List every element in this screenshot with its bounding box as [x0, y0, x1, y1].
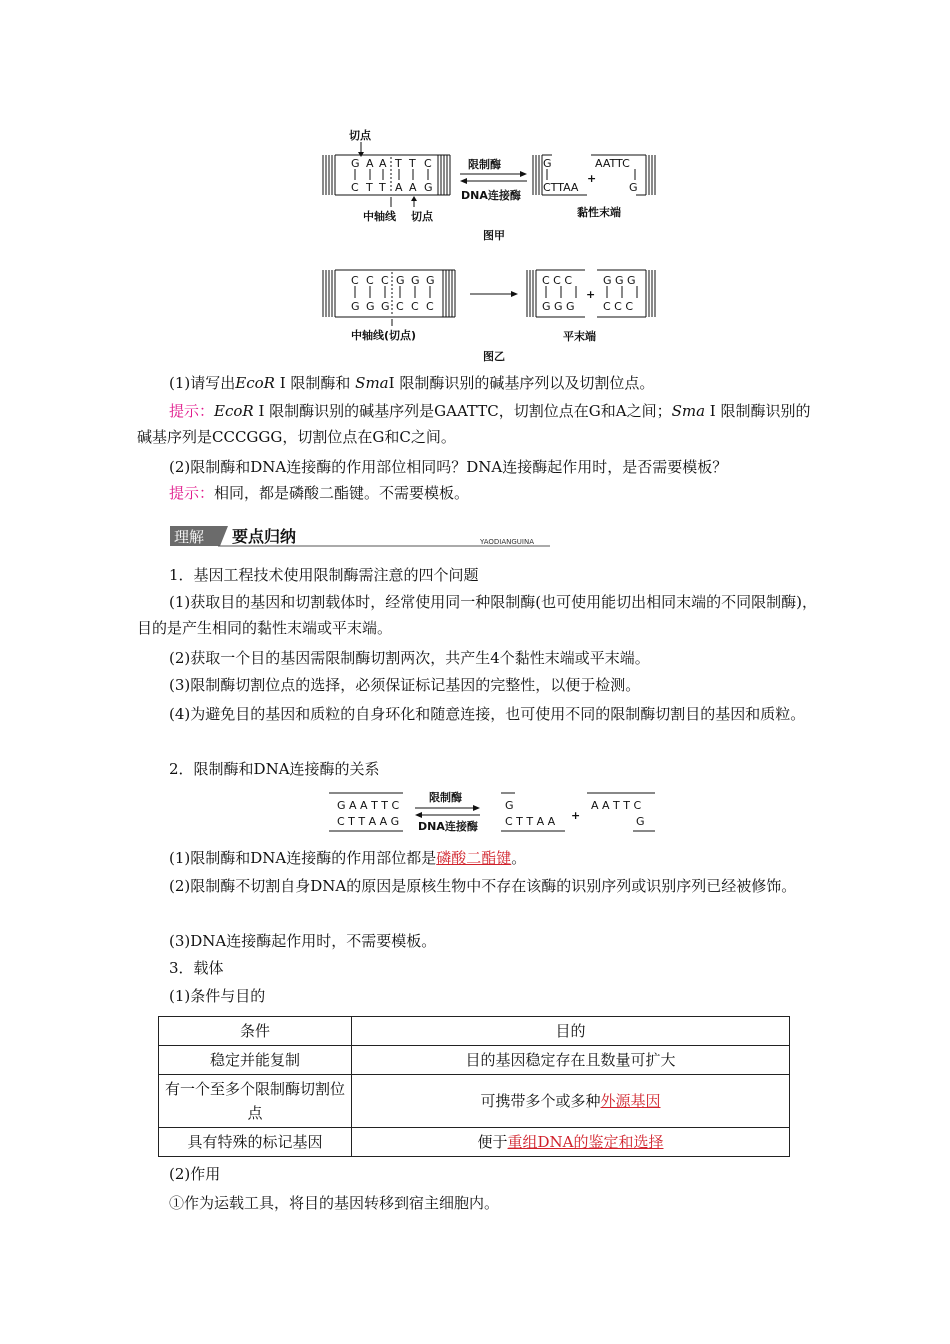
s3-title: 3．载体 [169, 959, 224, 977]
table-cell: 可携带多个或多种外源基因 [352, 1075, 790, 1128]
base: G [411, 274, 420, 287]
base: C [424, 157, 432, 170]
right-top-end: AATTC [595, 157, 630, 170]
table-row [159, 1128, 790, 1157]
table-cell: 稳定并能复制 [159, 1046, 352, 1075]
section-tag: 理解 [174, 528, 205, 546]
cut-point-label-top: 切点 [349, 129, 371, 142]
figure-caption: 图甲 [483, 229, 505, 242]
base: A [379, 157, 387, 170]
base: C [351, 274, 359, 287]
base: T [395, 157, 402, 170]
section-pinyin: YAODIANGUINA [480, 538, 535, 546]
base: C [381, 274, 389, 287]
right-bottom-end: G [629, 181, 638, 194]
top-sequence [351, 274, 435, 287]
s1-item: (3)限制酶切割位点的选择，必须保证标记基因的完整性，以便于检测。 [169, 676, 641, 694]
hint-label: 提示： [169, 402, 215, 420]
s2-item-1: (1)限制酶和DNA连接酶的作用部位都是磷酸二酯键。 [169, 849, 527, 867]
base: G [426, 274, 435, 287]
figure-jia [315, 125, 675, 245]
base: C [351, 181, 359, 194]
cut-label-bottom: 切点 [411, 210, 433, 223]
table-header: 目的 [352, 1017, 790, 1046]
table-cell: 目的基因稳定存在且数量可扩大 [352, 1046, 790, 1075]
forward-label: 限制酶 [429, 791, 462, 804]
base: A [409, 181, 417, 194]
s2-item-3: (3)DNA连接酶起作用时，不需要模板。 [169, 932, 437, 950]
base: C [366, 274, 374, 287]
base: A [366, 157, 374, 170]
section-title: 要点归纳 [232, 527, 297, 546]
answer-1: 提示：EcoR Ⅰ 限制酶识别的碱基序列是GAATTC，切割位点在G和A之间；Sma Ⅰ 限制酶识别的碱基序列是CCCGGG，切割位点在G和C之间。 [137, 402, 811, 446]
s1-item: (1)获取目的基因和切割载体时，经常使用同一种限制酶(也可使用能切出相同末端的不同限制酶)，目的是产生相同的黏性末端或平末端。 [137, 593, 817, 637]
arrow-forward-label: 限制酶 [468, 158, 501, 171]
axis-cut-label: 中轴线(切点) [351, 329, 417, 342]
right-top: A A T T C [591, 799, 642, 812]
left-bottom-end: G G G [542, 300, 575, 313]
base: G [396, 274, 405, 287]
s2-title: 2．限制酶和DNA连接酶的关系 [169, 760, 380, 778]
right-bottom: G [636, 815, 645, 828]
question-2: (2)限制酶和DNA连接酶的作用部位相同吗？DNA连接酶起作用时，是否需要模板？ [169, 458, 728, 476]
left-top-end: C C C [542, 274, 573, 287]
base: C [396, 300, 404, 313]
table-cell: 有一个至多个限制酶切割位点 [159, 1075, 352, 1128]
base: C [411, 300, 419, 313]
base: G [366, 300, 375, 313]
table-cell: 便于重组DNA的鉴定和选择 [352, 1128, 790, 1157]
section-header [170, 524, 550, 548]
table-header-row [159, 1017, 790, 1046]
base: C [426, 300, 434, 313]
base: T [366, 181, 373, 194]
table-header: 条件 [159, 1017, 352, 1046]
left-bottom: C T T A A [505, 815, 556, 828]
table-cell: 具有特殊的标记基因 [159, 1128, 352, 1157]
table-row [159, 1046, 790, 1075]
base: G [351, 300, 360, 313]
s1-item: (2)获取一个目的基因需限制酶切割两次，共产生4个黏性末端或平末端。 [169, 649, 650, 667]
base: T [409, 157, 416, 170]
figure-yi [315, 262, 675, 367]
plus-sign: + [571, 809, 581, 822]
answer-2: 提示：相同，都是磷酸二酯键。不需要模板。 [169, 484, 470, 502]
base: G [381, 300, 390, 313]
arrow-back-label: DNA连接酶 [461, 189, 521, 202]
s1-item: (4)为避免目的基因和质粒的自身环化和随意连接，也可使用不同的限制酶切割目的基因和质粒。 [169, 705, 806, 723]
question-1: (1)请写出EcoR Ⅰ 限制酶和 SmaⅠ 限制酶识别的碱基序列以及切割位点。 [169, 374, 655, 392]
s1-title: 1．基因工程技术使用限制酶需注意的四个问题 [169, 566, 479, 584]
left-top-end: G [543, 157, 552, 170]
bottom-seq: C T T A A G [337, 815, 400, 828]
back-label: DNA连接酶 [418, 820, 478, 833]
base: G [351, 157, 360, 170]
highlight-answer: 磷酸二酯键 [436, 849, 512, 867]
left-top: G [505, 799, 514, 812]
base: T [379, 181, 386, 194]
s3-use-1: ①作为运载工具，将目的基因转移到宿主细胞内。 [169, 1194, 500, 1212]
bottom-sequence [351, 181, 433, 194]
top-seq: G A A T T C [337, 799, 400, 812]
left-bottom-end: CTTAA [543, 181, 579, 194]
base: G [424, 181, 433, 194]
plus-sign: + [586, 288, 596, 301]
plus-sign: + [587, 172, 597, 185]
axis-label: 中轴线 [363, 210, 396, 223]
sticky-end-label: 黏性末端 [577, 206, 621, 219]
right-top-end: G G G [603, 274, 636, 287]
blunt-end-label: 平末端 [563, 330, 596, 343]
s3-sub1: (1)条件与目的 [169, 987, 266, 1005]
base: A [395, 181, 403, 194]
figure-caption: 图乙 [483, 350, 505, 363]
hint-label: 提示： [169, 484, 215, 502]
table-row [159, 1075, 790, 1128]
right-bottom-end: C C C [603, 300, 634, 313]
s2-item-2: (2)限制酶不切割自身DNA的原因是原核生物中不存在该酶的识别序列或识别序列已经被修饰。 [169, 877, 797, 895]
s3-sub2: (2)作用 [169, 1165, 221, 1183]
vector-table [158, 1016, 790, 1157]
highlight-answer: 外源基因 [600, 1092, 661, 1110]
highlight-answer: 重组DNA的鉴定和选择 [507, 1133, 664, 1151]
enzyme-relation-figure [325, 787, 660, 837]
